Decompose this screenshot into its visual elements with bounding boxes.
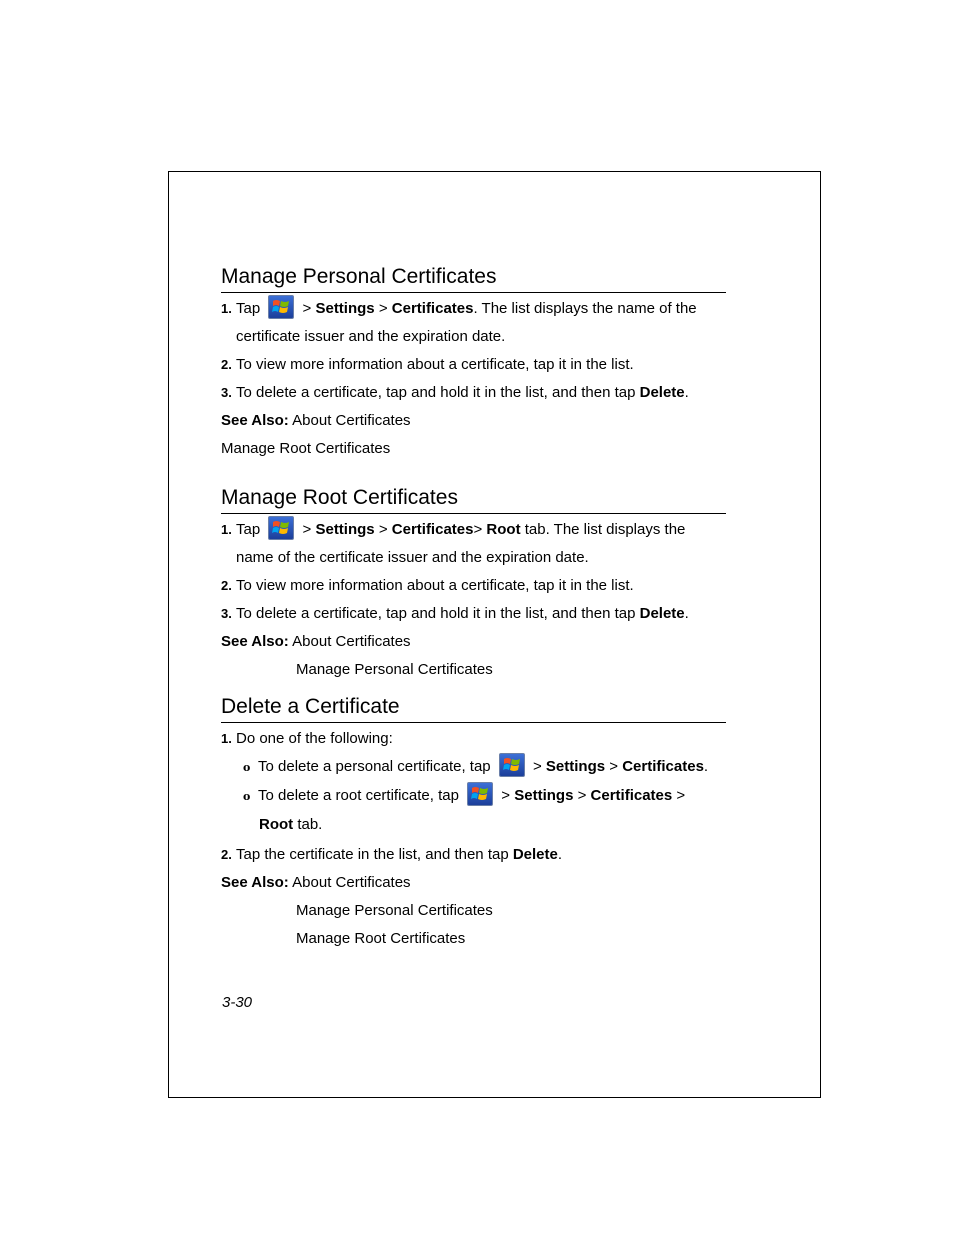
bullet-item-root-cont (221, 811, 726, 839)
separator: > (501, 787, 511, 804)
punct: . (684, 384, 689, 401)
step-text: To view more information about a certificate, tap it in the list. (236, 356, 634, 373)
bullet-item-personal (221, 753, 726, 782)
see-also (221, 407, 726, 435)
step-number: 1. (221, 301, 232, 316)
step-number: 3. (221, 385, 232, 400)
see-also (221, 628, 726, 656)
step-1-cont: certificate issuer and the expiration date. (236, 328, 506, 345)
delete-label: Delete (639, 605, 685, 622)
step-text: tab. (297, 816, 323, 833)
step-1-cont: name of the certificate issuer and the expiration date. (236, 549, 589, 566)
see-also-label: See Also: (221, 633, 289, 650)
see-also-link[interactable]: Manage Personal Certificates (296, 902, 493, 919)
certificates-label: Certificates (391, 521, 474, 538)
separator: > (378, 300, 388, 317)
step-2 (221, 572, 726, 600)
punct: . (703, 758, 709, 775)
section-title-delete-certificate: Delete a Certificate (221, 694, 726, 723)
see-also (221, 869, 726, 897)
page-number: 3-30 (222, 994, 253, 1011)
root-label: Root (259, 816, 294, 833)
step-text: To view more information about a certificate, tap it in the list. (236, 577, 634, 594)
step-number: 2. (221, 847, 232, 862)
separator: > (676, 787, 686, 804)
see-also-label: See Also: (221, 412, 289, 429)
step-3 (221, 600, 726, 628)
windows-start-icon (499, 753, 525, 777)
separator: > (473, 521, 483, 538)
see-also-link[interactable]: Manage Root Certificates (296, 930, 466, 947)
step-number: 2. (221, 357, 232, 372)
punct: . (557, 846, 563, 863)
punct: . (684, 605, 689, 622)
delete-label: Delete (512, 846, 558, 863)
step-text: . The list displays the name of the (473, 300, 697, 317)
step-2 (221, 351, 726, 379)
root-label: Root (486, 521, 521, 538)
see-also-link[interactable]: Manage Personal Certificates (296, 661, 493, 678)
step-text: To delete a certificate, tap and hold it in the list, and then tap (236, 384, 636, 401)
windows-start-icon (467, 782, 493, 806)
step-3 (221, 379, 726, 407)
separator: > (577, 787, 587, 804)
certificates-label: Certificates (391, 300, 474, 317)
step-number: 1. (221, 522, 232, 537)
step-1 (221, 295, 726, 323)
step-2 (221, 841, 726, 869)
step-number: 1. (221, 731, 232, 746)
step-1 (221, 516, 726, 544)
windows-start-icon (268, 295, 294, 319)
see-also-link[interactable]: About Certificates (292, 412, 411, 429)
separator: > (609, 758, 619, 775)
section-title-manage-personal: Manage Personal Certificates (221, 264, 726, 293)
step-text: To delete a personal certificate, tap (258, 758, 491, 775)
bullet-icon: o (243, 790, 251, 803)
step-text: Tap (236, 300, 261, 317)
settings-label: Settings (315, 300, 375, 317)
step-text: Tap the certificate in the list, and then tap (236, 846, 509, 863)
separator: > (302, 300, 312, 317)
delete-label: Delete (639, 384, 685, 401)
section-title-manage-root: Manage Root Certificates (221, 485, 726, 514)
step-text: To delete a certificate, tap and hold it in the list, and then tap (236, 605, 636, 622)
step-text: To delete a root certificate, tap (258, 787, 459, 804)
step-number: 2. (221, 578, 232, 593)
step-text: Do one of the following: (236, 730, 393, 747)
settings-label: Settings (315, 521, 375, 538)
settings-label: Settings (514, 787, 574, 804)
separator: > (302, 521, 312, 538)
see-also-label: See Also: (221, 874, 289, 891)
settings-label: Settings (545, 758, 606, 775)
bullet-item-root (221, 782, 726, 811)
separator: > (378, 521, 388, 538)
step-number: 3. (221, 606, 232, 621)
page-content (221, 264, 726, 953)
see-also-link[interactable]: About Certificates (292, 874, 411, 891)
step-text: Tap (236, 521, 261, 538)
certificates-label: Certificates (622, 758, 704, 775)
windows-start-icon (268, 516, 294, 540)
step-1 (221, 725, 726, 753)
see-also-link[interactable]: About Certificates (292, 633, 411, 650)
step-text: tab. The list displays the (524, 521, 686, 538)
bullet-icon: o (243, 761, 251, 774)
see-also-link[interactable]: Manage Root Certificates (221, 440, 391, 457)
certificates-label: Certificates (590, 787, 673, 804)
separator: > (532, 758, 542, 775)
